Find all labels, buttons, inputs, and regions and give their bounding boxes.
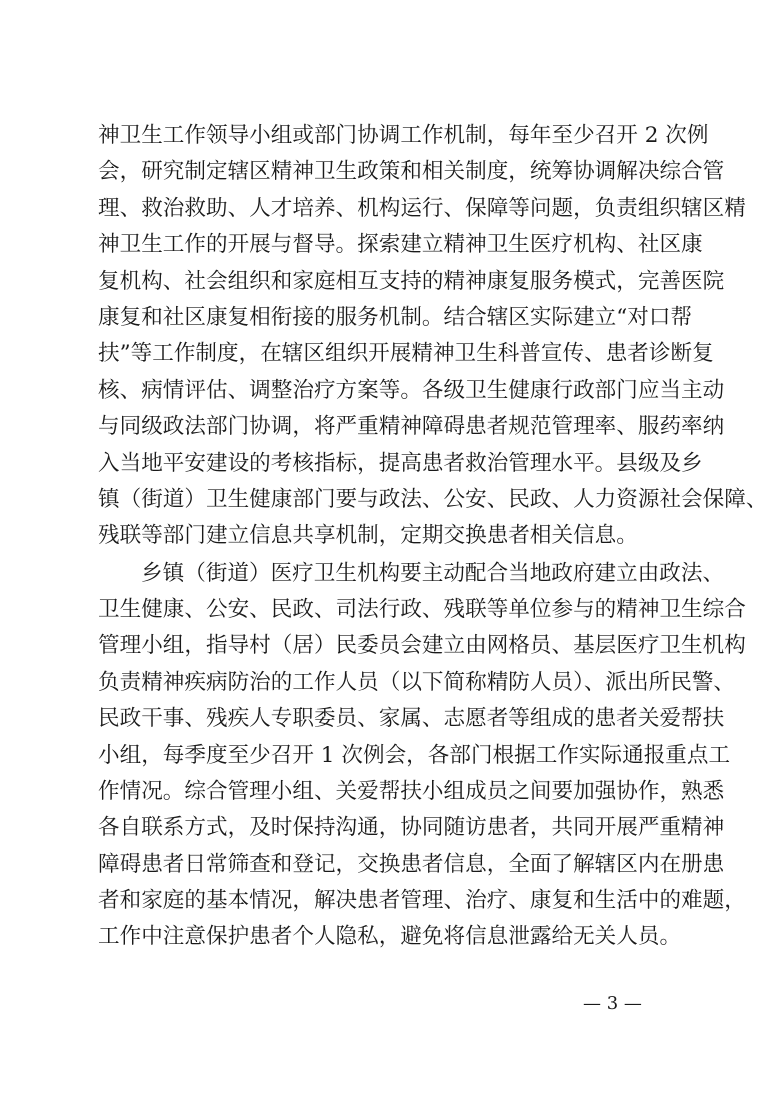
text-line: 卫生健康、公安、民政、司法行政、残联等单位参与的精神卫生综合 xyxy=(98,596,746,622)
text-line: 镇（街道）卫生健康部门要与政法、公安、民政、人力资源社会保障、 xyxy=(98,486,768,512)
text-line: 障碍患者日常筛查和登记，交换患者信息，全面了解辖区内在册患 xyxy=(98,851,725,877)
text-line: 会，研究制定辖区精神卫生政策和相关制度，统筹协调解决综合管 xyxy=(98,159,725,185)
text-line: 管理小组，指导村（居）民委员会建立由网格员、基层医疗卫生机构 xyxy=(98,633,746,659)
text-line: 神卫生工作领导小组或部门协调工作机制，每年至少召开 2 次例 xyxy=(98,123,709,148)
text-line: 残联等部门建立信息共享机制，定期交换患者相关信息。 xyxy=(98,523,638,549)
text-line: 工作中注意保护患者个人隐私，避免将信息泄露给无关人员。 xyxy=(98,924,682,950)
paragraph-1 xyxy=(98,118,768,555)
text-line: 各自联系方式，及时保持沟通，协同随访患者，共同开展严重精神 xyxy=(98,815,725,841)
text-line: 复机构、社会组织和家庭相互支持的精神康复服务模式，完善医院 xyxy=(98,268,725,294)
text-line: 康复和社区康复相衔接的服务机制。结合辖区实际建立“对口帮 xyxy=(98,304,693,330)
paragraph-2 xyxy=(98,556,746,956)
text-line: 入当地平安建设的考核指标，提高患者救治管理水平。县级及乡 xyxy=(98,450,703,476)
text-line: 与同级政法部门协调，将严重精神障碍患者规范管理率、服药率纳 xyxy=(98,414,725,440)
text-line: 核、病情评估、调整治疗方案等。各级卫生健康行政部门应当主动 xyxy=(98,377,725,403)
text-line: 乡镇（街道）医疗卫生机构要主动配合当地政府建立由政法、 xyxy=(141,560,725,586)
page-number: — 3 — xyxy=(583,993,642,1014)
text-line: 神卫生工作的开展与督导。探索建立精神卫生医疗机构、社区康 xyxy=(98,232,703,258)
text-line: 负责精神疾病防治的工作人员（以下简称精防人员）、派出所民警、 xyxy=(98,669,736,695)
body-text xyxy=(98,118,768,956)
text-line: 理、救治救助、人才培养、机构运行、保障等问题，负责组织辖区精 xyxy=(98,195,746,221)
text-line: 扶”等工作制度，在辖区组织开展精神卫生科普宣传、患者诊断复 xyxy=(98,341,714,367)
text-line: 小组，每季度至少召开 1 次例会，各部门根据工作实际通报重点工 xyxy=(98,742,731,768)
text-line: 作情况。综合管理小组、关爱帮扶小组成员之间要加强协作，熟悉 xyxy=(98,778,725,804)
text-line: 民政干事、残疾人专职委员、家属、志愿者等组成的患者关爱帮扶 xyxy=(98,706,725,732)
text-line: 者和家庭的基本情况，解决患者管理、治疗、康复和生活中的难题， xyxy=(98,888,746,914)
